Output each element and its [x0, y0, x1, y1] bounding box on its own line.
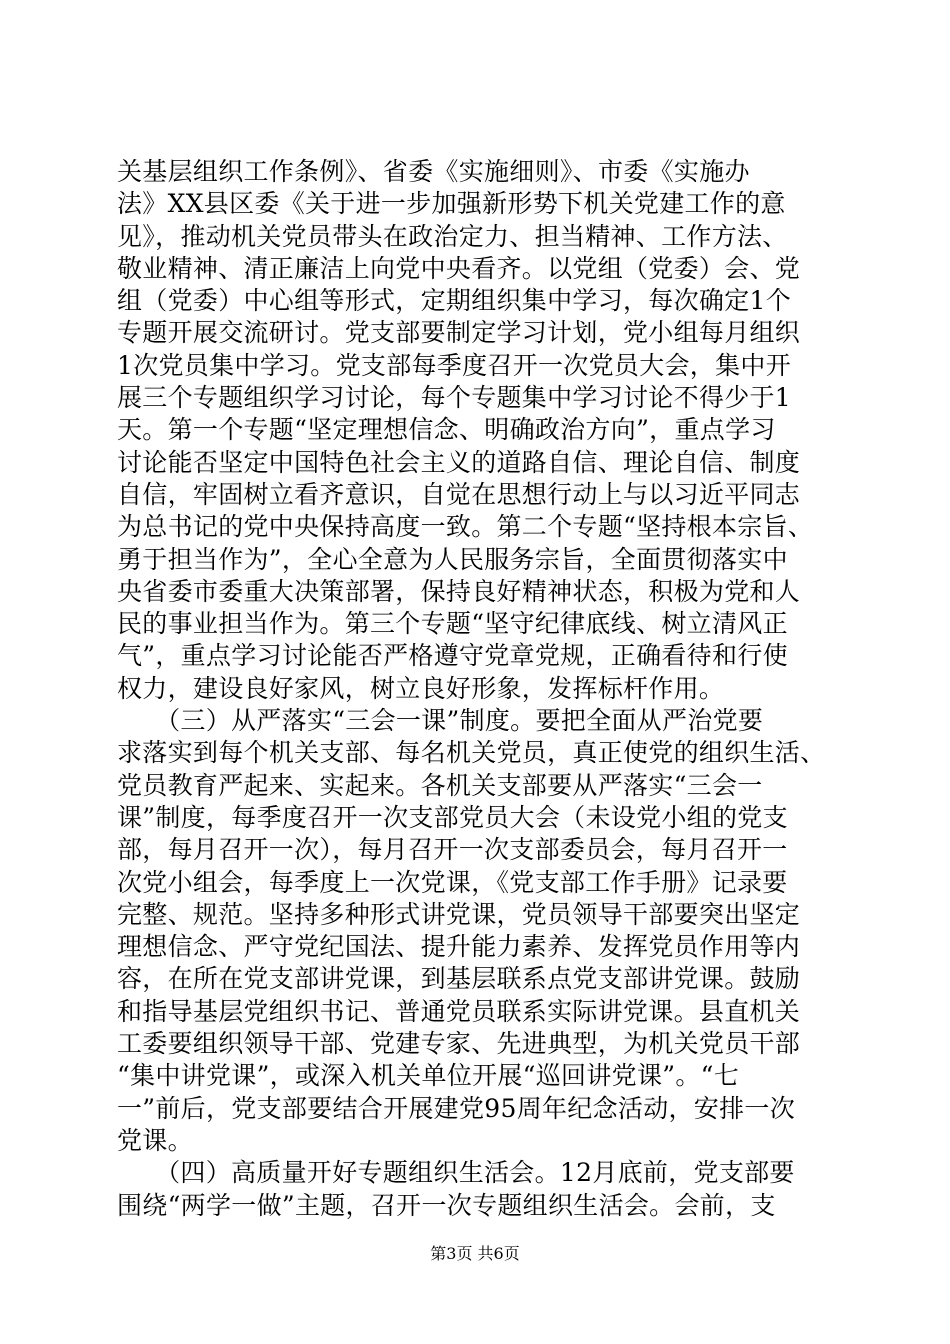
text-line: 气”，重点学习讨论能否严格遵守党章党规，正确看待和行使	[117, 641, 788, 671]
text-line: （三）从严落实“三会一课”制度。要把全面从严治党要	[117, 706, 764, 736]
text-line: 法》XX县区委《关于进一步加强新形势下机关党建工作的意	[117, 189, 786, 219]
text-line: 完整、规范。坚持多种形式讲党课，党员领导干部要突出坚定	[117, 899, 801, 929]
text-line: 党员教育严起来、实起来。各机关支部要从严落实“三会一	[117, 770, 763, 800]
text-line: 央省委市委重大决策部署，保持良好精神状态，积极为党和人	[117, 576, 801, 606]
text-line: 围绕“两学一做”主题，召开一次专题组织生活会。会前，支	[117, 1190, 776, 1220]
text-line: 民的事业担当作为。第三个专题“坚守纪律底线、树立清风正	[117, 609, 788, 639]
text-line: 理想信念、严守党纪国法、提升能力素养、发挥党员作用等内	[117, 932, 801, 962]
text-line: 敬业精神、清正廉洁上向党中央看齐。以党组（党委）会、党	[117, 253, 801, 283]
text-line: 工委要组织领导干部、党建专家、先进典型，为机关党员干部	[117, 1029, 801, 1059]
body-paragraph	[117, 1157, 833, 1222]
text-line: 自信，牢固树立看齐意识，自觉在思想行动上与以习近平同志	[117, 479, 801, 509]
text-line: （四）高质量开好专题组织生活会。12月底前，党支部要	[117, 1158, 795, 1188]
text-line: 部，每月召开一次），每月召开一次支部委员会，每月召开一	[117, 835, 788, 865]
text-line: 一”前后，党支部要结合开展建党95周年纪念活动，安排一次	[117, 1093, 795, 1123]
text-line: 党课。	[117, 1125, 193, 1155]
text-line: 容，在所在党支部讲党课，到基层联系点党支部讲党课。鼓励	[117, 964, 801, 994]
text-line: 1次党员集中学习。党支部每季度召开一次党员大会，集中开	[117, 350, 792, 380]
text-line: 勇于担当作为”，全心全意为人民服务宗旨，全面贯彻落实中	[117, 544, 788, 574]
text-line: 讨论能否坚定中国特色社会主义的道路自信、理论自信、制度	[117, 447, 801, 477]
text-line: 组（党委）中心组等形式，定期组织集中学习，每次确定1个	[117, 286, 792, 316]
text-line: 为总书记的党中央保持高度一致。第二个专题“坚持根本宗旨、	[117, 512, 814, 542]
text-line: 关基层组织工作条例》、省委《实施细则》、市委《实施办	[117, 157, 750, 186]
text-line: 求落实到每个机关支部、每名机关党员，真正使党的组织生活、	[117, 738, 826, 768]
text-line: 权力，建设良好家风，树立良好形象，发挥标杆作用。	[117, 673, 725, 703]
body-paragraph	[117, 156, 833, 705]
text-line: 天。第一个专题“坚定理想信念、明确政治方向”，重点学习	[117, 415, 776, 445]
text-line: 课”制度，每季度召开一次支部党员大会（未设党小组的党支	[117, 802, 788, 832]
text-line: 专题开展交流研讨。党支部要制定学习计划，党小组每月组织	[117, 318, 801, 348]
body-paragraph	[117, 705, 833, 1157]
text-line: 次党小组会，每季度上一次党课，《党支部工作手册》记录要	[117, 867, 788, 897]
text-line: 见》，推动机关党员带头在政治定力、担当精神、工作方法、	[117, 221, 788, 251]
page-footer: 第3页 共6页	[430, 1244, 520, 1263]
document-body	[117, 156, 833, 1222]
text-line: 展三个专题组织学习讨论，每个专题集中学习讨论不得少于1	[117, 383, 792, 413]
text-line: “集中讲党课”，或深入机关单位开展“巡回讲党课”。“七	[117, 1061, 740, 1091]
text-line: 和指导基层党组织书记、普通党员联系实际讲党课。县直机关	[117, 996, 801, 1026]
